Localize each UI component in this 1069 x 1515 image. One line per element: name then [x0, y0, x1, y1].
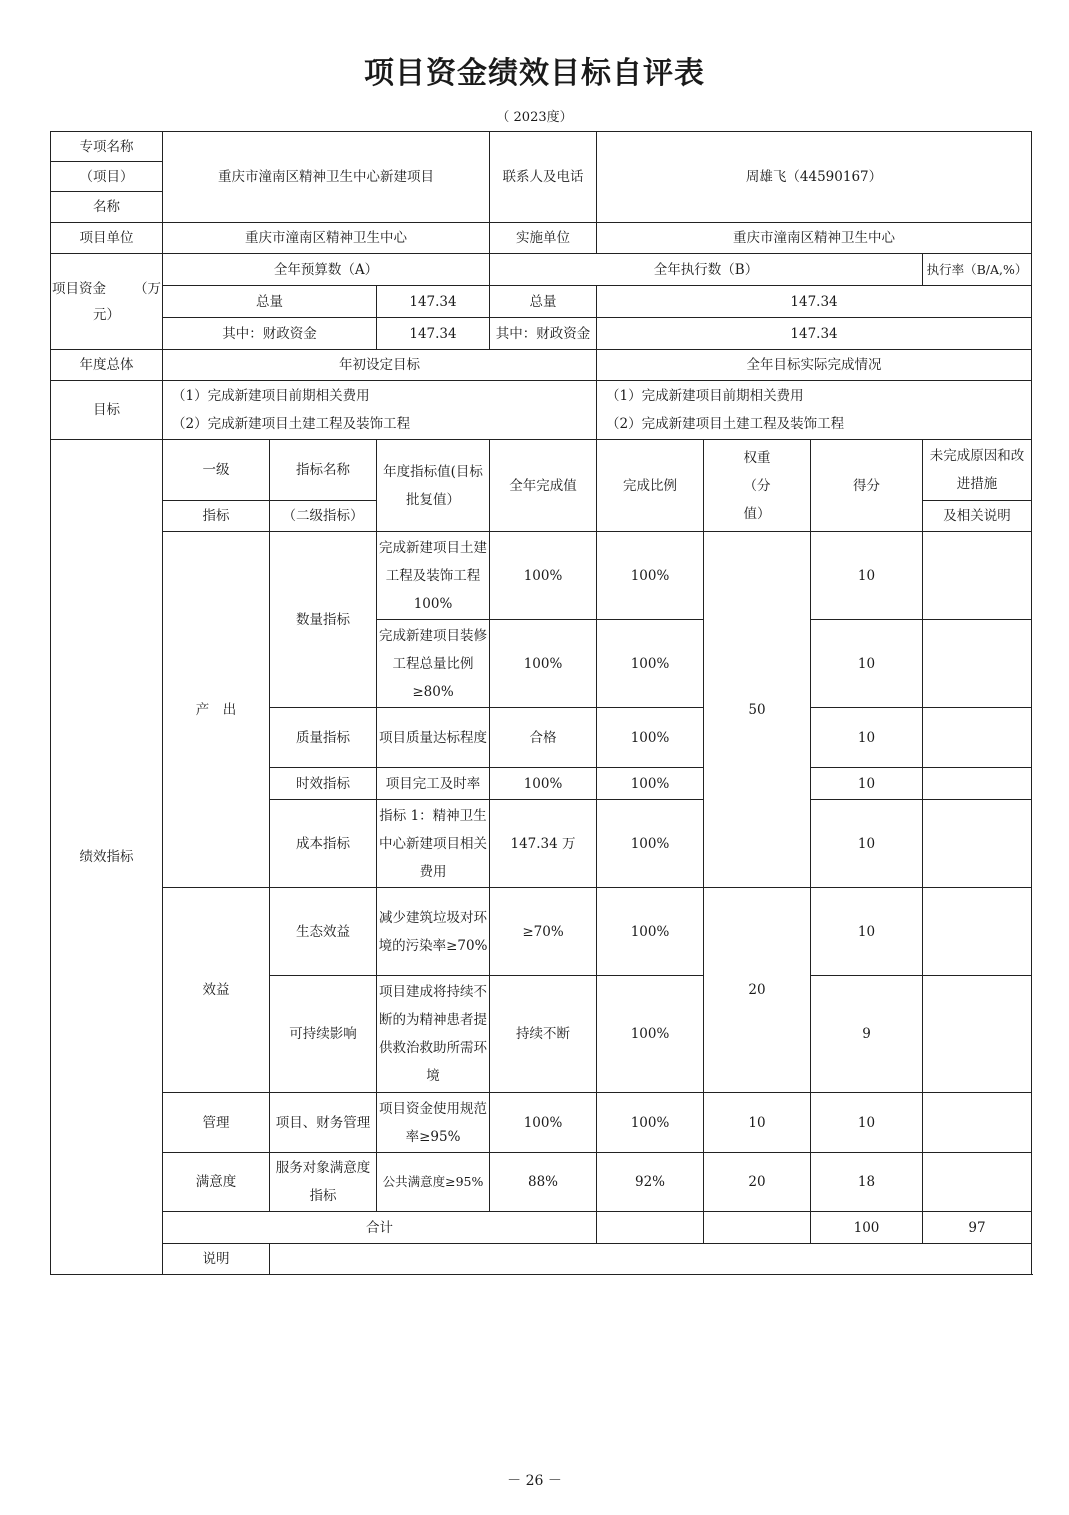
level2-name: 生态效益	[270, 888, 377, 976]
project-unit-label: 项目单位	[51, 223, 163, 254]
reason-value	[923, 976, 1032, 1093]
level2-name: 质量指标	[270, 708, 377, 768]
actual-value: 100%	[490, 1093, 597, 1153]
score-value: 10	[811, 888, 923, 976]
level2-name: 成本指标	[270, 800, 377, 888]
target-value: 项目建成将持续不断的为精神患者提供救治救助所需环境	[377, 976, 490, 1093]
score-value: 10	[811, 768, 923, 800]
goals-actual-header: 全年目标实际完成情况	[597, 350, 1032, 381]
ratio-value: 92%	[597, 1153, 704, 1212]
target-value: 完成新建项目装修工程总量比例≥80%	[377, 620, 490, 708]
header-name-b: （二级指标）	[270, 501, 377, 532]
actual-value: 持续不断	[490, 976, 597, 1093]
level2-name: 项目、财务管理	[270, 1093, 377, 1153]
ratio-value: 100%	[597, 1093, 704, 1153]
funds-label	[51, 254, 163, 350]
target-value: 项目资金使用规范率≥95%	[377, 1093, 490, 1153]
score-value: 10	[811, 532, 923, 620]
target-value: 项目完工及时率	[377, 768, 490, 800]
weight-satisfaction: 20	[704, 1153, 811, 1212]
project-name-label-1: 专项名称	[51, 132, 163, 162]
funds-total-label: 总量	[163, 286, 377, 318]
actual-value: 合格	[490, 708, 597, 768]
level2-name: 服务对象满意度指标	[270, 1153, 377, 1212]
ratio-value: 100%	[597, 708, 704, 768]
actual-value: 147.34 万	[490, 800, 597, 888]
funds-total-exec: 147.34	[597, 286, 1032, 318]
score-value: 10	[811, 620, 923, 708]
goal-actual-item: （1）完成新建项目前期相关费用	[606, 388, 804, 404]
header-name-a: 指标名称	[270, 440, 377, 501]
reason-value	[923, 1093, 1032, 1153]
notes-label: 说明	[163, 1244, 270, 1275]
impl-unit-label: 实施单位	[490, 223, 597, 254]
funds-fiscal-budget: 147.34	[377, 318, 490, 350]
exec-header: 全年执行数（B）	[490, 254, 923, 286]
notes-row	[51, 1244, 1032, 1275]
funds-fiscal-label: 其中：财政资金	[163, 318, 377, 350]
header-actual: 全年完成值	[490, 440, 597, 532]
funds-label-3: 元）	[93, 306, 120, 323]
header-reason-a: 未完成原因和改进措施	[923, 440, 1032, 501]
report-year: （ 2023度）	[496, 110, 573, 125]
target-value: 公共满意度≥95%	[377, 1153, 490, 1212]
goal-set-item: （2）完成新建项目土建工程及装饰工程	[172, 416, 411, 432]
ratio-value: 100%	[597, 532, 704, 620]
reason-value	[923, 888, 1032, 976]
table-row	[51, 888, 1032, 976]
ratio-value: 100%	[597, 620, 704, 708]
ratio-value: 100%	[597, 976, 704, 1093]
page-title: 项目资金绩效目标自评表	[364, 56, 705, 91]
goals-actual-list	[597, 381, 1032, 440]
header-ratio: 完成比例	[597, 440, 704, 532]
header-weight: 权重（分值）	[704, 440, 811, 532]
budget-header: 全年预算数（A）	[163, 254, 490, 286]
total-actual	[597, 1212, 704, 1244]
actual-value: 88%	[490, 1153, 597, 1212]
score-value: 9	[811, 976, 923, 1093]
notes-value	[270, 1244, 1032, 1275]
total-row	[51, 1212, 1032, 1244]
rate-header: 执行率（B/A,%）	[923, 254, 1032, 286]
project-name-label-3: 名称	[51, 192, 163, 223]
goal-actual-item: （2）完成新建项目土建工程及装饰工程	[606, 416, 845, 432]
weight-management: 10	[704, 1093, 811, 1153]
header-target: 年度指标值(目标批复值）	[377, 440, 490, 532]
reason-value	[923, 1153, 1032, 1212]
level2-name: 时效指标	[270, 768, 377, 800]
project-name-value: 重庆市潼南区精神卫生中心新建项目	[163, 132, 490, 223]
funds-fiscal-exec: 147.34	[597, 318, 1032, 350]
actual-value: 100%	[490, 532, 597, 620]
ratio-value: 100%	[597, 800, 704, 888]
page-number: － 26 －	[507, 1473, 562, 1489]
table-row	[51, 1153, 1032, 1212]
actual-value: 100%	[490, 620, 597, 708]
impl-unit-value: 重庆市潼南区精神卫生中心	[597, 223, 1032, 254]
contact-label: 联系人及电话	[490, 132, 597, 223]
contact-value: 周雄飞（44590167）	[597, 132, 1032, 223]
weight-benefit: 20	[704, 888, 811, 1093]
score-value: 18	[811, 1153, 923, 1212]
goal-set-item: （1）完成新建项目前期相关费用	[172, 388, 370, 404]
total-weight: 100	[811, 1212, 923, 1244]
ratio-value: 100%	[597, 768, 704, 800]
goals-label-1: 年度总体	[51, 350, 163, 381]
reason-value	[923, 708, 1032, 768]
level1-management: 管理	[163, 1093, 270, 1153]
score-value: 10	[811, 1093, 923, 1153]
project-name-label-2: （项目）	[51, 162, 163, 192]
total-ratio	[704, 1212, 811, 1244]
reason-value	[923, 620, 1032, 708]
actual-value: ≥70%	[490, 888, 597, 976]
table-row	[51, 1093, 1032, 1153]
weight-output: 50	[704, 532, 811, 888]
funds-total-exec-label: 总量	[490, 286, 597, 318]
funds-fiscal-exec-label: 其中：财政资金	[490, 318, 597, 350]
level1-satisfaction: 满意度	[163, 1153, 270, 1212]
target-value: 完成新建项目土建工程及装饰工程 100%	[377, 532, 490, 620]
header-score: 得分	[811, 440, 923, 532]
target-value: 减少建筑垃圾对环境的污染率≥70%	[377, 888, 490, 976]
evaluation-table	[50, 131, 1032, 1275]
header-level1-b: 指标	[163, 501, 270, 532]
score-value: 10	[811, 800, 923, 888]
funds-total-budget: 147.34	[377, 286, 490, 318]
ratio-value: 100%	[597, 888, 704, 976]
actual-value: 100%	[490, 768, 597, 800]
target-value: 项目质量达标程度	[377, 708, 490, 768]
level2-name: 可持续影响	[270, 976, 377, 1093]
funds-label-2: （万	[134, 280, 161, 297]
total-score: 97	[923, 1212, 1032, 1244]
goals-set-header: 年初设定目标	[163, 350, 597, 381]
level1-benefit: 效益	[163, 888, 270, 1093]
project-unit-value: 重庆市潼南区精神卫生中心	[163, 223, 490, 254]
reason-value	[923, 768, 1032, 800]
score-value: 10	[811, 708, 923, 768]
total-label: 合计	[163, 1212, 597, 1244]
level1-output: 产 出	[163, 532, 270, 888]
target-value: 指标 1：精神卫生中心新建项目相关费用	[377, 800, 490, 888]
funds-label-1: 项目资金	[52, 280, 106, 297]
header-reason-b: 及相关说明	[923, 501, 1032, 532]
goals-label-2: 目标	[51, 381, 163, 440]
goals-set-list	[163, 381, 597, 440]
indicators-section-label: 绩效指标	[51, 440, 163, 1275]
reason-value	[923, 532, 1032, 620]
table-row	[51, 532, 1032, 620]
header-level1-a: 一级	[163, 440, 270, 501]
level2-name: 数量指标	[270, 532, 377, 708]
reason-value	[923, 800, 1032, 888]
